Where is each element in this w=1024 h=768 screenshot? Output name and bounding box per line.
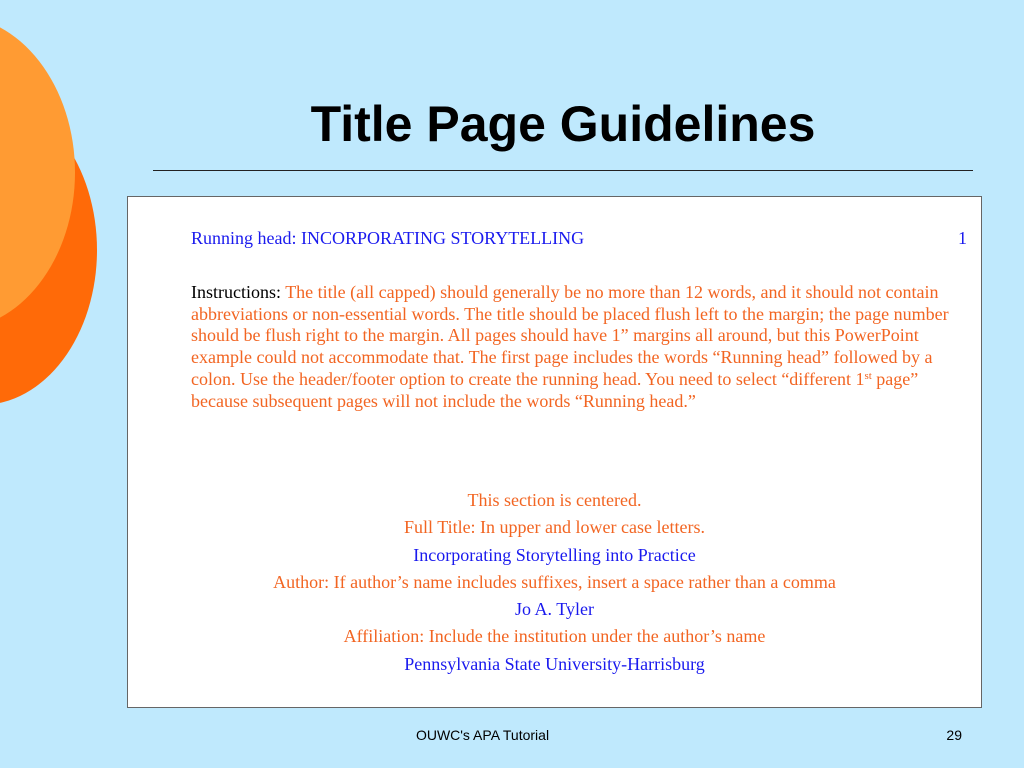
- instructions-text-continued: page” because subsequent pages will not include the words “Running head.”: [191, 368, 919, 411]
- title-page-example: [127, 196, 982, 708]
- full-title-note: Full Title: In upper and lower case letters.: [404, 517, 705, 538]
- document-page-number: 1: [958, 228, 967, 248]
- affiliation: Pennsylvania State University-Harrisburg: [404, 653, 705, 674]
- title-divider: [153, 170, 973, 171]
- author-note: Author: If author’s name includes suffixes, insert a space rather than a comma: [273, 571, 836, 592]
- full-title: Incorporating Storytelling into Practice: [413, 544, 696, 565]
- instructions-superscript: st: [864, 369, 872, 382]
- slide-footer: OUWC's APA Tutorial: [415, 727, 550, 743]
- centered-note: This section is centered.: [467, 490, 642, 510]
- slide-page-number: 29: [946, 727, 962, 743]
- slide-title: Title Page Guidelines: [310, 96, 816, 152]
- instructions-text: The title (all capped) should generally be no more than 12 words, and it should not contain abbreviations or non-essential words. The title should be placed flush left to the margin; the page number should be flush right to the margin. All pages should have 1” margins all around, but this PowerPoint example could not accommodate that. The first page includes the words “Running head” followed by a colon. Use the header/footer option to create the running head. You need to select “different 1: [191, 282, 949, 389]
- centered-section: [158, 487, 951, 678]
- running-head: [191, 227, 967, 249]
- running-head-text: Running head: INCORPORATING STORYTELLING: [191, 228, 585, 248]
- affiliation-note: Affiliation: Include the institution under the author’s name: [343, 626, 766, 647]
- instructions-label: Instructions:: [191, 282, 281, 302]
- instructions-paragraph: [191, 282, 967, 412]
- author-name: Jo A. Tyler: [515, 599, 594, 620]
